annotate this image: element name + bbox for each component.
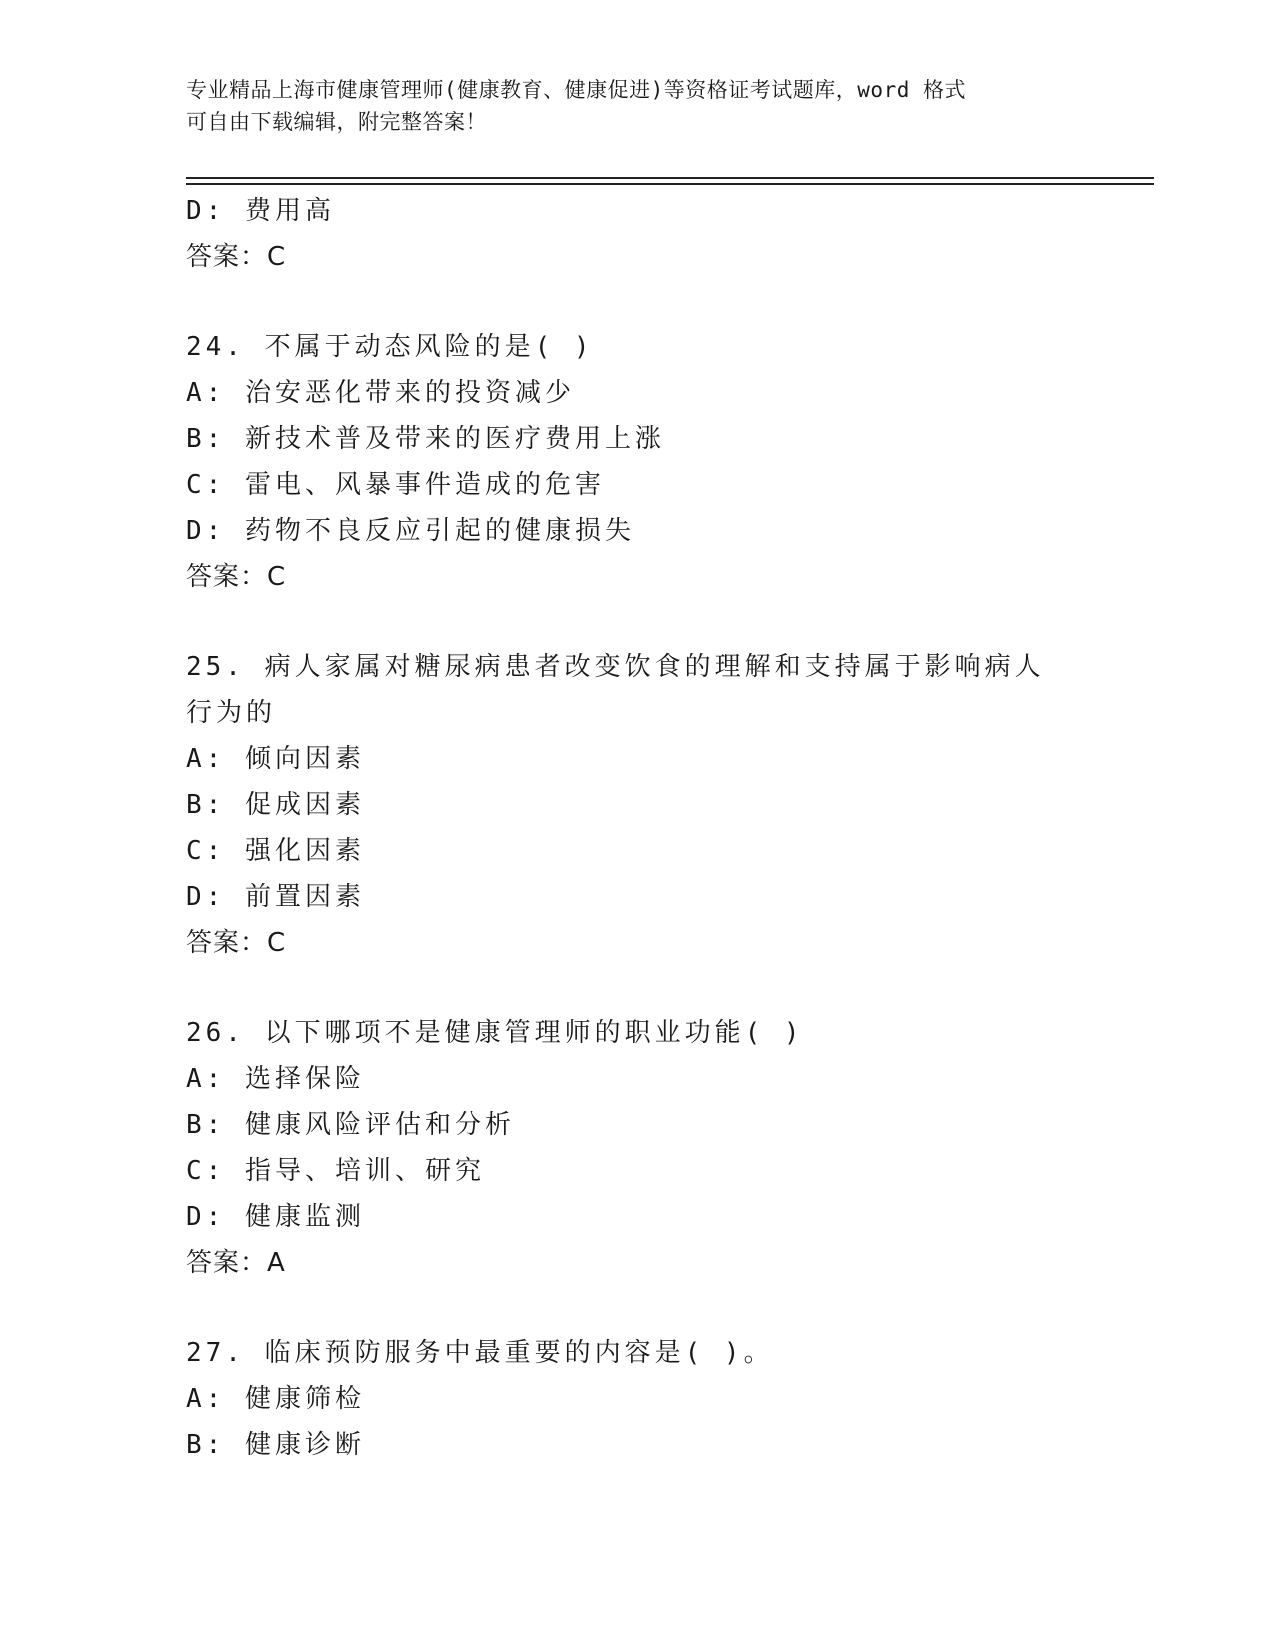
question-25: [186, 644, 1086, 966]
question-27: [186, 1330, 1086, 1468]
question-text: 25. 病人家属对糖尿病患者改变饮食的理解和支持属于影响病人行为的: [186, 652, 1045, 728]
option-d: D: 健康监测: [186, 1202, 365, 1232]
option-c: C: 强化因素: [186, 836, 365, 866]
option-a: A: 健康筛检: [186, 1384, 365, 1414]
option-a: A: 倾向因素: [186, 744, 365, 774]
option-b: B: 新技术普及带来的医疗费用上涨: [186, 424, 665, 454]
option-a: A: 治安恶化带来的投资减少: [186, 378, 575, 408]
option-b: B: 健康诊断: [186, 1430, 365, 1460]
option-d: D: 药物不良反应引起的健康损失: [186, 516, 635, 546]
question-text: 26. 以下哪项不是健康管理师的职业功能( ): [186, 1018, 804, 1048]
option-b: B: 健康风险评估和分析: [186, 1110, 515, 1140]
answer: 答案：C: [186, 562, 287, 592]
question-text: 24. 不属于动态风险的是( ): [186, 332, 594, 362]
option-b: B: 促成因素: [186, 790, 365, 820]
header-line-1: 专业精品上海市健康管理师(健康教育、健康促进)等资格证考试题库，word 格式: [186, 78, 966, 102]
answer: 答案：A: [186, 1248, 286, 1278]
answer: 答案：C: [186, 242, 287, 272]
question-26: [186, 1010, 1086, 1286]
question-24: [186, 324, 1086, 600]
document-header: [186, 74, 1066, 138]
header-divider-top: [186, 177, 1154, 179]
option-c: C: 指导、培训、研究: [186, 1156, 485, 1186]
option-c: C: 雷电、风暴事件造成的危害: [186, 470, 605, 500]
option-a: A: 选择保险: [186, 1064, 365, 1094]
header-line-2: 可自由下载编辑，附完整答案！: [186, 110, 487, 134]
answer: 答案：C: [186, 928, 287, 958]
option-d: D: 前置因素: [186, 882, 365, 912]
header-divider-bottom: [186, 183, 1154, 185]
carryover-block: [186, 188, 1086, 280]
question-text: 27. 临床预防服务中最重要的内容是( )。: [186, 1338, 774, 1368]
option-d: D: 费用高: [186, 196, 335, 226]
question-content: [186, 188, 1086, 1468]
